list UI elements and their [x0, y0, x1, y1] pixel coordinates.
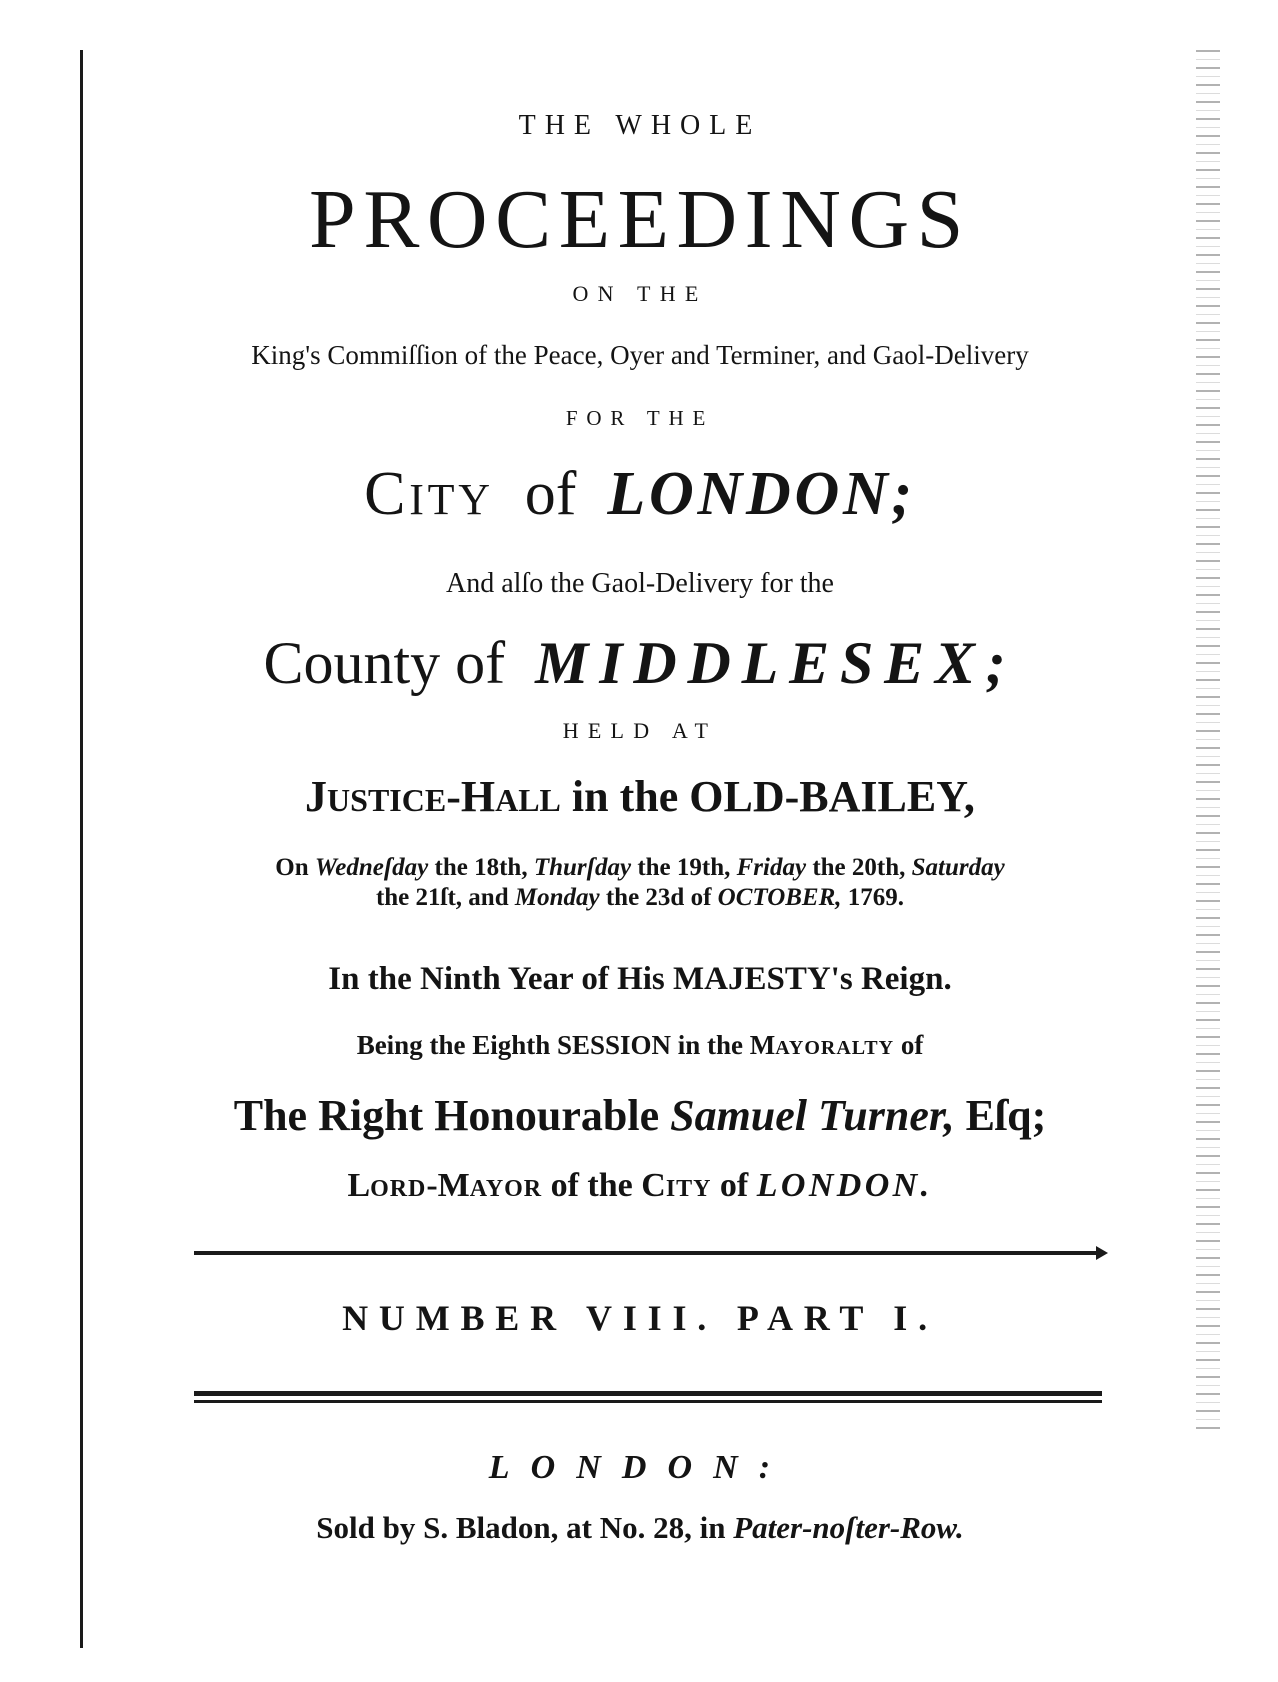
- city-initial-2: C: [641, 1167, 666, 1204]
- day-friday: Friday: [736, 854, 807, 881]
- justice-hall-line: [80, 772, 1200, 821]
- city-rest-2: ITY: [665, 1176, 712, 1202]
- lord-initial: L: [347, 1167, 371, 1204]
- divider-rule-2-thin: [194, 1400, 1102, 1403]
- county-middlesex: MIDDLESEX;: [535, 630, 1017, 696]
- lord-mayor-name-line: [80, 1091, 1200, 1140]
- esquire: Eſq;: [954, 1091, 1047, 1140]
- hall-rest: ALL: [495, 782, 561, 818]
- month-october: OCTOBER,: [717, 884, 842, 911]
- mayoralty-initial: M: [749, 1030, 776, 1060]
- heading-the-whole: THE WHOLE: [518, 110, 762, 141]
- city-london: LONDON;: [607, 460, 916, 528]
- pater-noster-row: Pater-noſter-Row.: [733, 1510, 964, 1545]
- reign-year-line: In the Ninth Year of His MAJESTY's Reign.: [328, 961, 952, 997]
- county-of: County of: [263, 630, 506, 696]
- lord-mayor-title-line: [80, 1169, 1200, 1203]
- dates-on: On: [275, 854, 315, 881]
- date-20th: the 20th,: [806, 854, 912, 881]
- mayor-initial: -M: [426, 1167, 470, 1204]
- county-middlesex-line: [80, 630, 1200, 696]
- mayor-rest: AYOR: [469, 1176, 543, 1202]
- of: of: [711, 1167, 757, 1204]
- city-of: of: [524, 460, 577, 528]
- justice-initial: J: [305, 772, 328, 821]
- justice-hall: [305, 772, 561, 821]
- mayoralty-of: of: [894, 1030, 924, 1060]
- date-23d: the 23d of: [599, 884, 718, 911]
- london-2: LONDON.: [756, 1167, 933, 1204]
- date-19th: the 19th,: [631, 854, 737, 881]
- justice-rest: USTICE: [327, 782, 447, 818]
- session-dates-line-2: [80, 885, 1200, 910]
- day-wednesday: Wedneſday: [314, 854, 429, 881]
- divider-rule-1-end: [1096, 1246, 1108, 1260]
- mayor-name: Samuel Turner,: [670, 1091, 955, 1140]
- old-bailey: OLD-BAILEY,: [689, 772, 975, 821]
- day-thursday: Thurſday: [533, 854, 632, 881]
- year: 1769.: [841, 884, 905, 911]
- right-honourable: The Right Honourable: [233, 1091, 671, 1140]
- in-the: in the: [560, 772, 690, 821]
- city-word: [364, 460, 494, 528]
- session-mayoralty-line: [80, 1032, 1200, 1059]
- of-the: of the: [542, 1167, 642, 1204]
- date-21st: the 21ſt, and: [375, 884, 515, 911]
- day-monday: Monday: [514, 884, 600, 911]
- divider-rule-2-thick: [194, 1391, 1102, 1396]
- commission-line: King's Commiſſion of the Peace, Oyer and Terminer, and Gaol-Delivery: [251, 340, 1029, 370]
- city-of-london-line: [80, 460, 1200, 528]
- mayoralty-rest: AYORALTY: [775, 1037, 895, 1059]
- sold-by: Sold by S. Bladon, at No. 28, in: [316, 1510, 734, 1545]
- session-dates-line-1: [80, 855, 1200, 880]
- date-18th: the 18th,: [428, 854, 534, 881]
- city-rest: ITY: [409, 475, 494, 524]
- lord-rest: ORD: [370, 1176, 427, 1202]
- hall-initial: -H: [446, 772, 496, 821]
- number-part-line: NUMBER VIII. PART I.: [342, 1298, 938, 1338]
- imprint-london: LONDON:: [488, 1449, 792, 1486]
- city-initial: C: [364, 460, 410, 528]
- divider-rule-1: [194, 1251, 1102, 1255]
- heading-proceedings: PROCEEDINGS: [309, 173, 971, 266]
- heading-on-the: ON THE: [572, 281, 708, 306]
- heading-held-at: HELD AT: [562, 718, 718, 743]
- also-gaol-delivery-line: And alſo the Gaol-Delivery for the: [446, 568, 834, 599]
- eighth-session: Being the Eighth SESSION in the: [356, 1030, 750, 1060]
- imprint-publisher-line: [80, 1512, 1200, 1543]
- heading-for-the: FOR THE: [565, 406, 715, 430]
- day-saturday: Saturday: [911, 854, 1005, 881]
